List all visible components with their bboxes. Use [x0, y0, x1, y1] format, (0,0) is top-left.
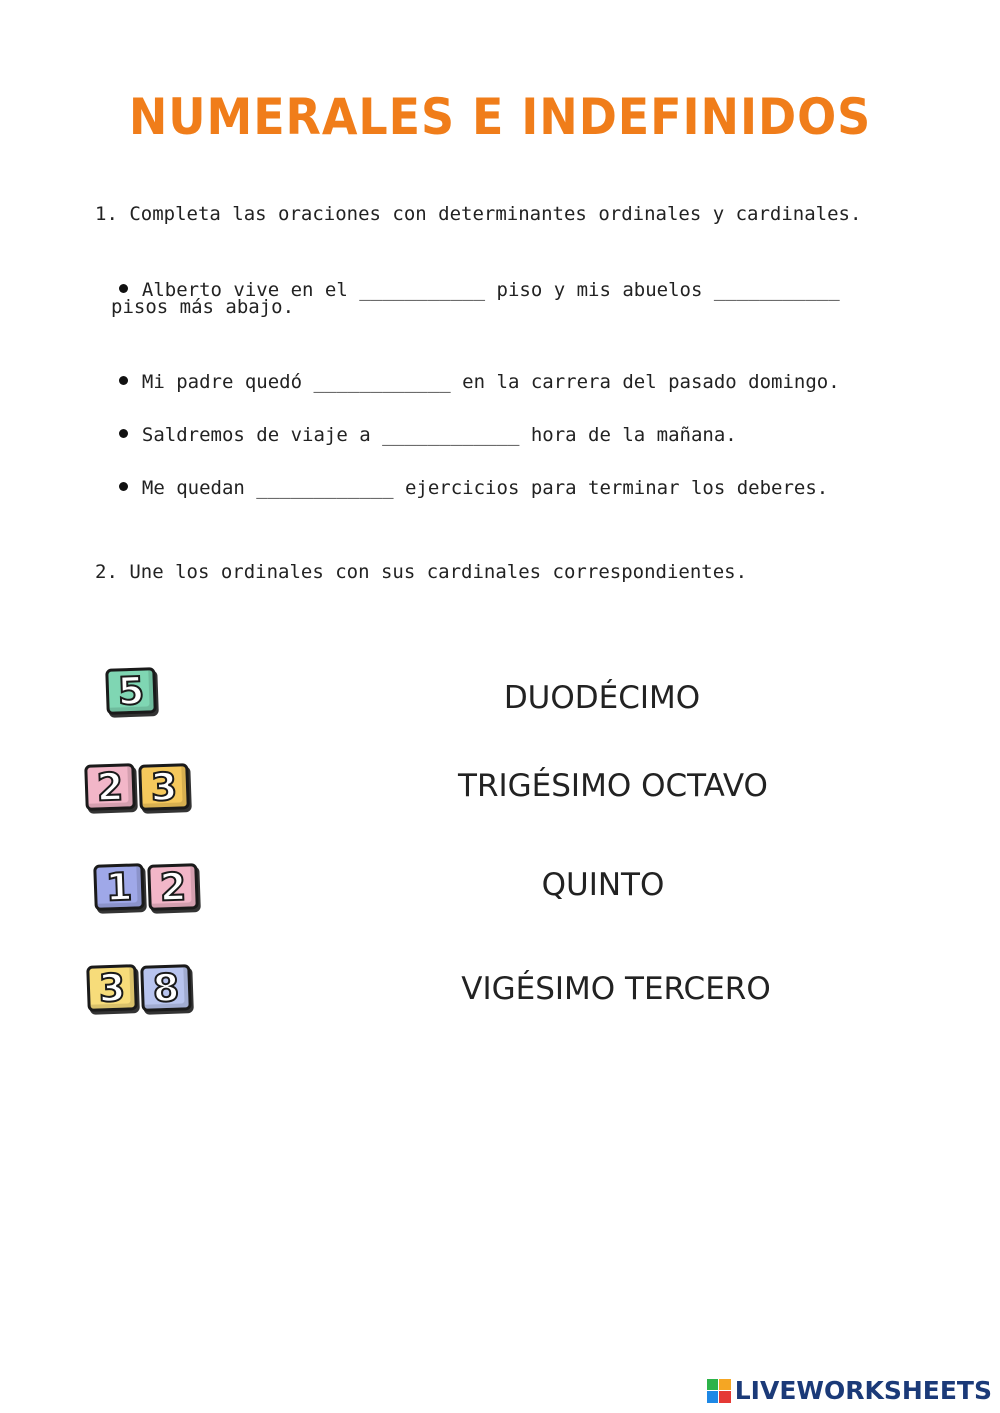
bullet-icon: [119, 376, 128, 385]
ordinal-option-3[interactable]: QUINTO: [541, 867, 665, 903]
exercise-1-heading: 1. Completa las oraciones con determinantes ordinales y cardinales.: [95, 203, 862, 225]
bullet-icon: [119, 482, 128, 491]
exercise-1-item-2: [96, 349, 840, 393]
exercise-1-item-3: [96, 402, 737, 446]
number-blocks-38[interactable]: [87, 965, 191, 1011]
exercise-1-item-4: [96, 455, 828, 499]
exercise-1-item-3-text: Saldremos de viaje a ____________ hora de la mañana.: [141, 424, 737, 446]
exercise-1-item-1-continuation: pisos más abajo.: [111, 296, 295, 318]
ordinal-option-2[interactable]: TRIGÉSIMO OCTAVO: [458, 768, 768, 804]
page-title: NUMERALES E INDEFINIDOS: [128, 88, 872, 146]
ordinal-option-1[interactable]: DUODÉCIMO: [503, 680, 701, 716]
number-block: 1: [93, 863, 145, 911]
brand-logo: [707, 1376, 992, 1405]
number-blocks-23[interactable]: [85, 764, 189, 810]
bullet-icon: [119, 429, 128, 438]
number-block: 3: [86, 964, 138, 1012]
exercise-1-item-1-text: Alberto vive en el ___________ piso y mis abuelos ___________: [141, 279, 840, 301]
number-block: 5: [105, 667, 157, 715]
ordinal-option-4[interactable]: VIGÉSIMO TERCERO: [461, 971, 771, 1007]
exercise-1-item-4-text: Me quedan ____________ ejercicios para terminar los deberes.: [141, 477, 829, 499]
liveworksheets-logo-icon: [707, 1379, 731, 1403]
brand-name: LIVEWORKSHEETS: [734, 1376, 992, 1405]
number-block: 2: [147, 863, 199, 911]
number-blocks-5[interactable]: [106, 668, 156, 714]
bullet-icon: [119, 284, 128, 293]
exercise-1-item-1: [96, 257, 840, 301]
exercise-1-item-2-text: Mi padre quedó ____________ en la carrera del pasado domingo.: [141, 371, 840, 393]
exercise-2-heading: 2. Une los ordinales con sus cardinales correspondientes.: [95, 561, 748, 583]
number-block: 8: [140, 964, 192, 1012]
number-block: 2: [84, 763, 136, 811]
number-block: 3: [138, 763, 190, 811]
number-blocks-12[interactable]: [94, 864, 198, 910]
